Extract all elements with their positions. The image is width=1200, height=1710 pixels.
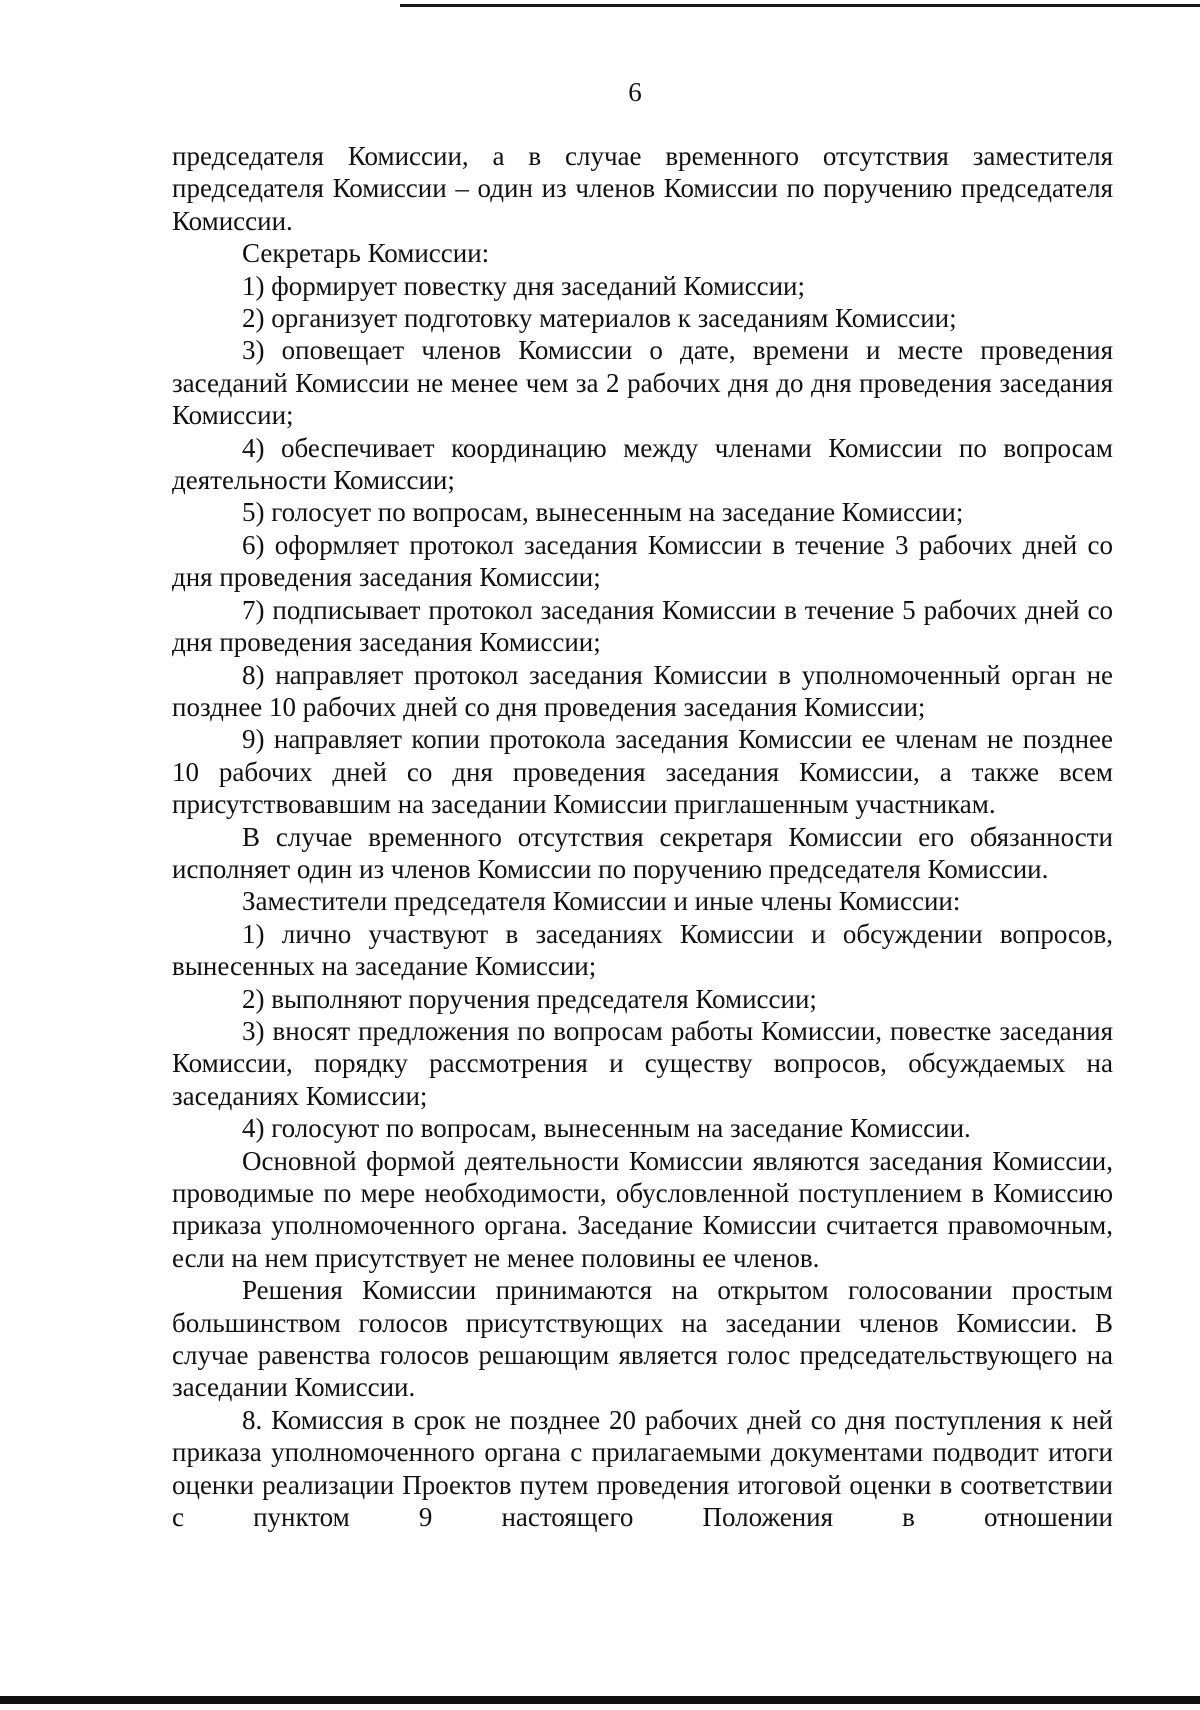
paragraph-continuation: председателя Комиссии, а в случае временного отсутствия заместителя председателя Комиссии – один из членов Комиссии по поручению председателя Комиссии. [172, 141, 1113, 236]
paragraph-secretary-duty-5: 5) голосует по вопросам, вынесенным на заседание Комиссии; [242, 497, 964, 528]
document-body [172, 140, 1113, 1533]
paragraph-secretary-duty-3: 3) оповещает членов Комиссии о дате, времени и месте проведения заседаний Комиссии не менее чем за 2 рабочих дня до дня проведения заседания Комиссии; [172, 335, 1113, 431]
paragraph-meeting-form: Основной формой деятельности Комиссии являются заседания Комиссии, проводимые по мере необходимости, обусловленной поступлением в Комиссию приказа уполномоченного органа. Заседание Комиссии считается правомочным, если на нем присутствует не менее половины ее членов. [172, 1145, 1113, 1273]
paragraph-secretary-heading: Секретарь Комиссии: [242, 238, 490, 269]
paragraph-secretary-duty-6: 6) оформляет протокол заседания Комиссии в течение 3 рабочих дней со дня проведения заседания Комиссии; [172, 529, 1113, 593]
paragraph-secretary-duty-2: 2) организует подготовку материалов к заседаниям Комиссии; [242, 303, 957, 334]
bottom-scan-rule [0, 1696, 1200, 1704]
paragraph-members-duty-3: 3) вносят предложения по вопросам работы Комиссии, повестке заседания Комиссии, порядку рассмотрения и существу вопросов, обсуждаемых на заседаниях Комиссии; [172, 1015, 1113, 1111]
paragraph-secretary-duty-7: 7) подписывает протокол заседания Комиссии в течение 5 рабочих дней со дня проведения заседания Комиссии; [172, 594, 1113, 658]
paragraph-members-heading: Заместители председателя Комиссии и иные члены Комиссии: [242, 886, 961, 917]
top-scan-rule [400, 4, 1200, 7]
paragraph-members-duty-1: 1) лично участвуют в заседаниях Комиссии и обсуждении вопросов, вынесенных на заседание Комиссии; [172, 918, 1113, 982]
paragraph-secretary-duty-9: 9) направляет копии протокола заседания Комиссии ее членам не позднее 10 рабочих дней со дня проведения заседания Комиссии, а также всем присутствовавшим на заседании Комиссии приглашенным участникам. [172, 724, 1113, 820]
paragraph-secretary-duty-4: 4) обеспечивает координацию между членами Комиссии по вопросам деятельности Комиссии; [172, 432, 1113, 496]
paragraph-decisions: Решения Комиссии принимаются на открытом голосовании простым большинством голосов присутствующих на заседании членов Комиссии. В случае равенства голосов решающим является голос председательствующего на заседании Комиссии. [172, 1275, 1113, 1403]
paragraph-members-duty-4: 4) голосуют по вопросам, вынесенным на заседание Комиссии. [242, 1113, 971, 1144]
paragraph-secretary-absence: В случае временного отсутствия секретаря Комиссии его обязанности исполняет один из членов Комиссии по поручению председателя Комиссии. [172, 821, 1113, 884]
paragraph-secretary-duty-1: 1) формирует повестку дня заседаний Комиссии; [242, 270, 805, 301]
page-number: 6 [628, 77, 642, 107]
paragraph-secretary-duty-8: 8) направляет протокол заседания Комиссии в уполномоченный орган не позднее 10 рабочих дней со дня проведения заседания Комиссии; [172, 659, 1113, 722]
paragraph-item-8: 8. Комиссия в срок не позднее 20 рабочих дней со дня поступления к ней приказа уполномоченного органа с прилагаемыми документами подводит итоги оценки реализации Проектов путем проведения итоговой оценки в соответствии с пунктом 9 настоящего Положения в отношении [172, 1404, 1113, 1533]
paragraph-members-duty-2: 2) выполняют поручения председателя Комиссии; [242, 983, 817, 1014]
